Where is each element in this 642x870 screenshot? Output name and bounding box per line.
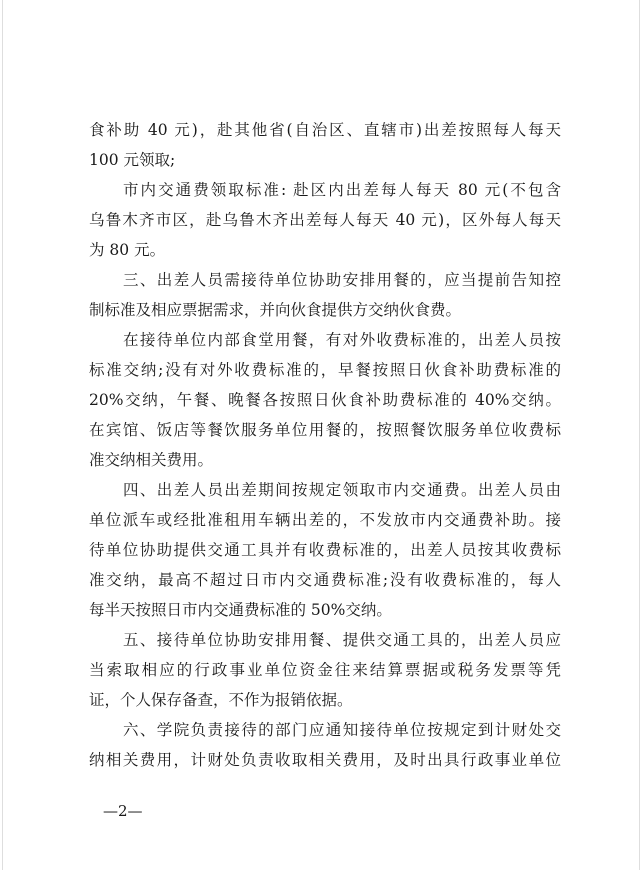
document-body [89,115,561,775]
text-line: 在接待单位内部食堂用餐，有对外收费标准的，出差人员按 [123,331,561,349]
text-line: 准交纳，最高不超过日市内交通费标准;没有收费标准的，每人 [89,571,561,589]
text-line: 三、出差人员需接待单位协助安排用餐的，应当提前告知控 [123,271,561,289]
document-page [2,0,640,870]
page-number: —2— [103,802,143,820]
text-line: 每半天按照日市内交通费标准的 50%交纳。 [89,601,392,619]
text-line: 乌鲁木齐市区，赴乌鲁木齐出差每人每天 40 元)，区外每人每天 [89,211,561,229]
text-line: 食补助 40 元)，赴其他省(自治区、直辖市)出差按照每人每天 [89,121,561,139]
text-line: 当索取相应的行政事业单位资金往来结算票据或税务发票等凭 [89,661,561,679]
text-line: 纳相关费用，计财处负责收取相关费用，及时出具行政事业单位 [89,751,561,769]
text-line: 100 元领取; [89,151,176,169]
text-line: 准交纳相关费用。 [89,451,214,469]
text-line: 20%交纳，午餐、晚餐各按照日伙食补助费标准的 40%交纳。 [89,391,561,409]
text-line: 市内交通费领取标准: 赴区内出差每人每天 80 元(不包含 [123,181,561,199]
text-line: 在宾馆、饭店等餐饮服务单位用餐的，按照餐饮服务单位收费标 [89,421,561,439]
text-line: 五、接待单位协助安排用餐、提供交通工具的，出差人员应 [123,631,561,649]
text-line: 六、学院负责接待的部门应通知接待单位按规定到计财处交 [123,721,561,739]
text-line: 为 80 元。 [89,241,166,259]
text-line: 证，个人保存备查，不作为报销依据。 [89,691,353,709]
text-line: 单位派车或经批准租用车辆出差的，不发放市内交通费补助。接 [89,511,561,529]
text-line: 待单位协助提供交通工具并有收费标准的，出差人员按其收费标 [89,541,561,559]
text-line: 四、出差人员出差期间按规定领取市内交通费。出差人员由 [123,481,561,499]
text-line: 制标准及相应票据需求，并向伙食提供方交纳伙食费。 [89,301,462,319]
text-line: 标准交纳;没有对外收费标准的，早餐按照日伙食补助费标准的 [89,361,561,379]
